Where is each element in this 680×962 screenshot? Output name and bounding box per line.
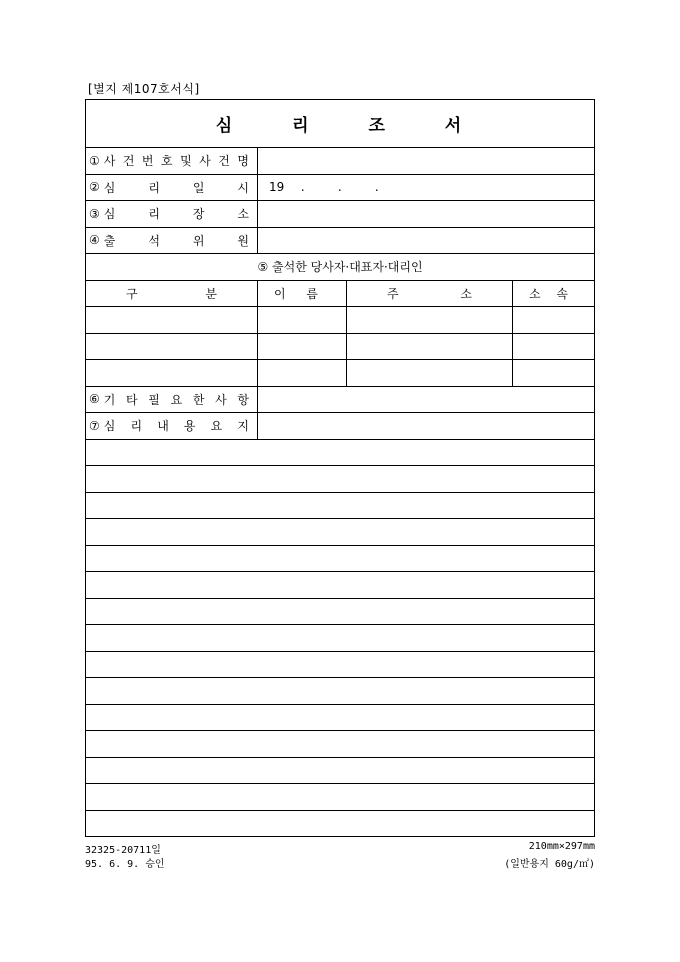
table-cell[interactable]	[347, 334, 513, 360]
field-label: ① 사 건 번 호 및 사 건 명	[86, 148, 258, 174]
field-number: ③	[89, 206, 100, 221]
table-cell[interactable]	[258, 360, 347, 386]
case-number-row	[86, 148, 594, 175]
attendees-heading: ⑤ 출석한 당사자·대표자·대리인	[86, 254, 594, 281]
field-label: ② 심 리 일 시	[86, 175, 258, 201]
table-cell[interactable]	[513, 360, 596, 386]
table-cell[interactable]	[513, 307, 596, 333]
writing-line	[86, 758, 594, 785]
writing-line	[86, 572, 594, 599]
column-header: 주 소	[347, 281, 513, 307]
column-header: 구 분	[86, 281, 258, 307]
writing-line	[86, 493, 594, 520]
table-row	[86, 360, 594, 387]
paper-size: 210mm×297mm	[528, 841, 595, 852]
hearing-record-form	[85, 99, 595, 837]
writing-line	[86, 652, 594, 679]
form-code: 32325-20711일	[85, 845, 161, 856]
field-label: ⑥ 기 타 필 요 한 사 항	[86, 387, 258, 413]
field-number: ①	[89, 153, 100, 168]
field-value[interactable]: 19 . . .	[269, 180, 379, 195]
writing-line	[86, 466, 594, 493]
table-row	[86, 307, 594, 334]
table-cell[interactable]	[347, 360, 513, 386]
writing-line	[86, 678, 594, 705]
form-number-label: [별지 제107호서식]	[88, 82, 200, 96]
table-cell[interactable]	[86, 334, 258, 360]
approval-date: 95. 6. 9. 승인	[85, 859, 165, 870]
table-cell[interactable]	[513, 334, 596, 360]
paper-spec: (일반용지 60g/㎡)	[504, 859, 595, 870]
writing-line	[86, 546, 594, 573]
writing-line	[86, 731, 594, 758]
table-cell[interactable]	[258, 307, 347, 333]
field-number: ⑥	[89, 392, 100, 407]
table-cell[interactable]	[86, 360, 258, 386]
hearing-place-row	[86, 201, 594, 228]
table-cell[interactable]	[86, 307, 258, 333]
column-header: 소 속	[529, 286, 568, 301]
hearing-date-row	[86, 175, 594, 202]
writing-line	[86, 625, 594, 652]
writing-line	[86, 440, 594, 467]
column-header: 이 름	[258, 281, 347, 307]
hearing-summary-row	[86, 413, 594, 440]
table-cell[interactable]	[347, 307, 513, 333]
field-number: ②	[89, 180, 100, 195]
writing-line	[86, 705, 594, 732]
field-label: ⑦ 심 리 내 용 요 지	[86, 413, 258, 439]
table-row	[86, 334, 594, 361]
field-number: ④	[89, 233, 100, 248]
field-number: ⑦	[89, 418, 100, 433]
field-label: ④ 출 석 위 원	[86, 228, 258, 254]
writing-line	[86, 519, 594, 546]
writing-line	[86, 784, 594, 811]
writing-line	[86, 811, 594, 838]
field-label: ③ 심 리 장 소	[86, 201, 258, 227]
table-cell[interactable]	[258, 334, 347, 360]
form-title: 심 리 조 서	[86, 100, 594, 148]
attendees-table-header	[86, 281, 594, 308]
other-matters-row	[86, 387, 594, 414]
attending-member-row	[86, 228, 594, 255]
writing-line	[86, 599, 594, 626]
